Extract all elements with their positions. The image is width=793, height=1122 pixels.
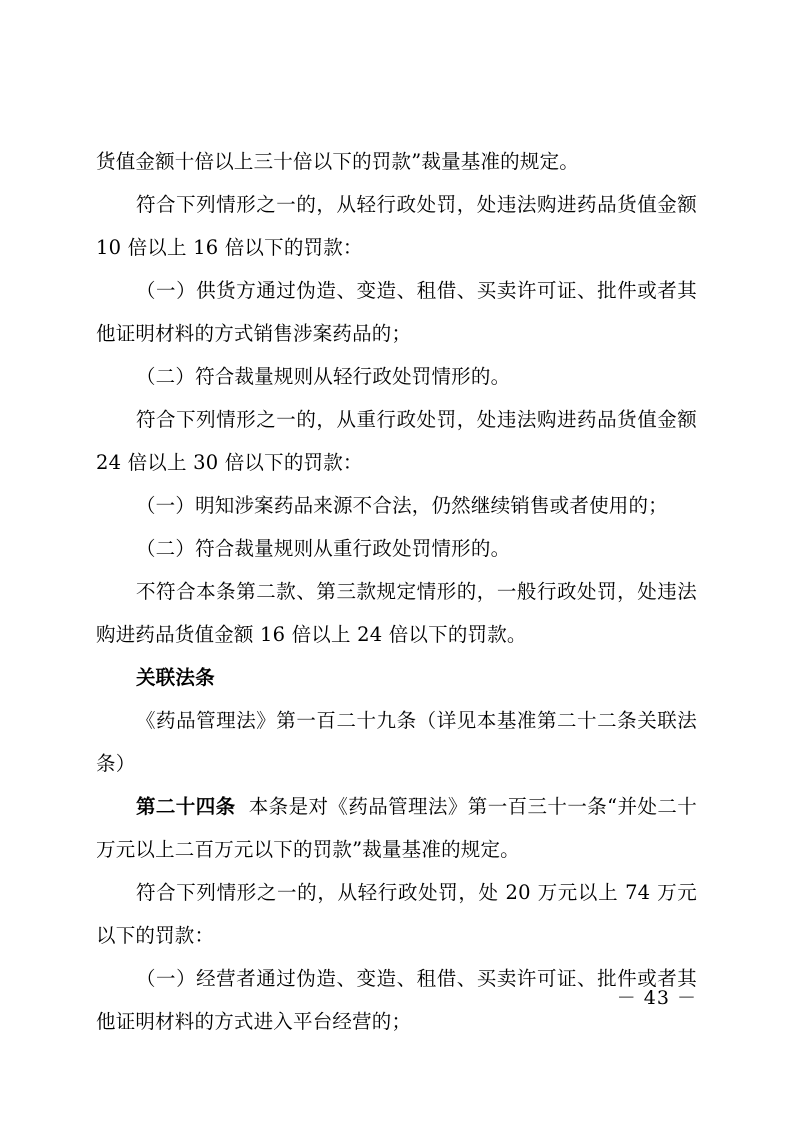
paragraph-general-penalty: 不符合本条第二款、第三款规定情形的，一般行政处罚，处违法购进药品货值金额 16 倍以上 24 倍以下的罚款。 — [96, 580, 697, 646]
document-body — [96, 140, 697, 1043]
paragraph-continuation: 货值金额十倍以上三十倍以下的罚款”裁量基准的规定。 — [96, 150, 579, 173]
paragraph-severe-item-2: （二）符合裁量规则从重行政处罚情形的。 — [135, 537, 511, 560]
article-number-label: 第二十四条 — [135, 795, 236, 818]
page-number: － 43 － — [616, 987, 697, 1009]
paragraph-related-law-reference: 《药品管理法》第一百二十九条（详见本基准第二十二条关联法条） — [96, 709, 697, 775]
article-paragraph — [96, 785, 697, 871]
paragraph-article24-item-1: （一）经营者通过伪造、变造、租借、买卖许可证、批件或者其他证明材料的方式进入平台经营的； — [96, 967, 697, 1033]
paragraph-item-1: （一）供货方通过伪造、变造、租借、买卖许可证、批件或者其他证明材料的方式销售涉案药品的； — [96, 279, 697, 345]
paragraph-severe-item-1: （一）明知涉案药品来源不合法，仍然继续销售或者使用的； — [135, 494, 668, 517]
paragraph-severe-penalty-intro: 符合下列情形之一的，从重行政处罚，处违法购进药品货值金额 24 倍以上 30 倍以下的罚款： — [96, 408, 697, 474]
paragraph-article24-lenient-intro: 符合下列情形之一的，从轻行政处罚，处 20 万元以上 74 万元以下的罚款： — [96, 881, 697, 947]
article-body-text: 本条是对《药品管理法》第一百三十一条“并处二十万元以上二百万元以下的罚款”裁量基准的规定。 — [96, 795, 697, 861]
paragraph-lenient-penalty-intro: 符合下列情形之一的，从轻行政处罚，处违法购进药品货值金额 10 倍以上 16 倍以下的罚款： — [96, 193, 697, 259]
paragraph-item-2: （二）符合裁量规则从轻行政处罚情形的。 — [135, 365, 511, 388]
section-heading-related-laws: 关联法条 — [135, 666, 215, 689]
